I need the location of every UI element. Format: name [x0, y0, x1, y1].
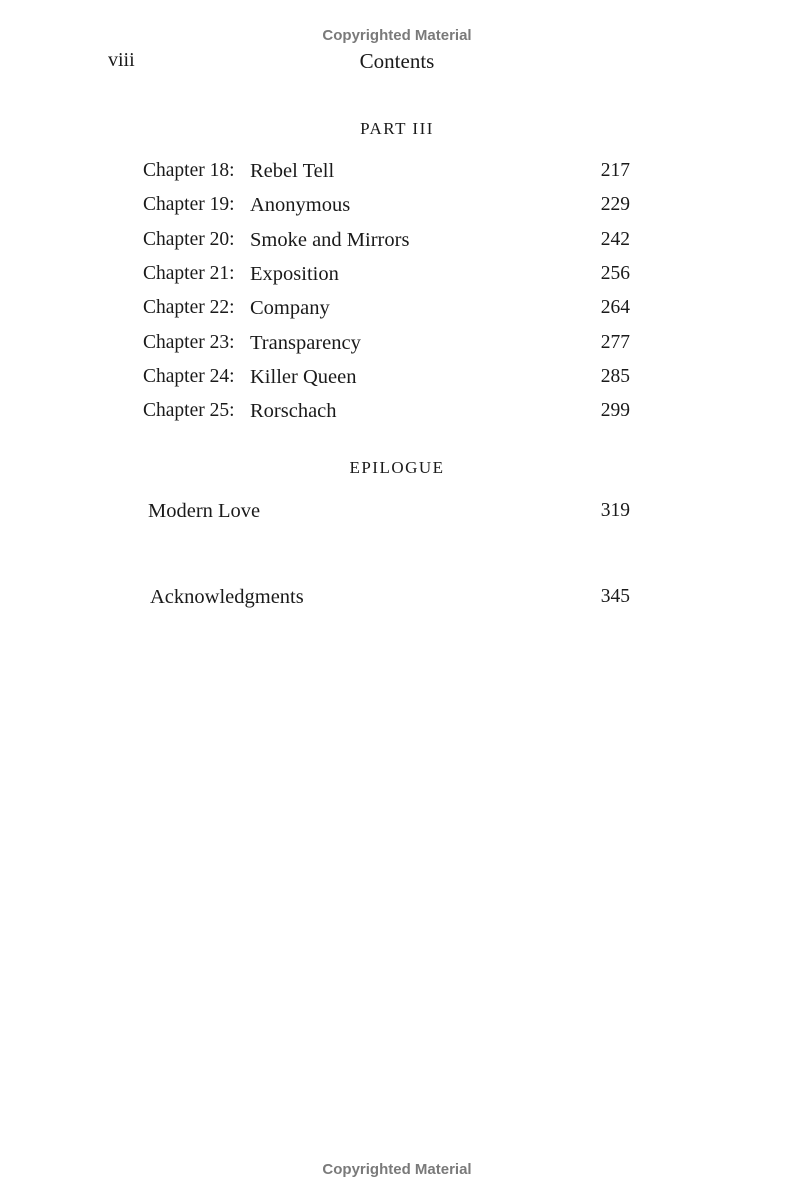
chapter-title: Rorschach	[250, 400, 337, 423]
toc-entry-chapter[interactable]	[143, 229, 630, 253]
chapter-title: Company	[250, 297, 330, 320]
toc-entry-acknowledgments[interactable]	[150, 586, 630, 610]
chapter-label: Chapter 18:	[143, 160, 235, 181]
entry-title: Modern Love	[148, 500, 261, 522]
chapter-title: Rebel Tell	[250, 160, 335, 182]
chapter-label: Chapter 24:	[143, 365, 235, 387]
chapter-page: 299	[600, 400, 630, 422]
toc-entry-chapter[interactable]	[143, 332, 630, 356]
entry-page: 345	[600, 586, 630, 607]
toc-entry-epilogue[interactable]	[148, 500, 630, 524]
chapter-page: 242	[600, 228, 630, 250]
part-heading: PART III	[360, 119, 434, 138]
chapter-title: Exposition	[250, 262, 339, 285]
toc-entry-chapter[interactable]	[143, 263, 630, 287]
chapter-page: 285	[600, 365, 630, 387]
chapter-page: 256	[600, 262, 630, 284]
toc-entry-chapter[interactable]	[143, 297, 630, 321]
copyright-watermark-bottom: Copyrighted Material	[322, 1161, 472, 1178]
page-number: viii	[108, 49, 135, 71]
entry-page: 319	[600, 500, 630, 521]
chapter-label: Chapter 22:	[143, 297, 235, 319]
chapter-page: 217	[600, 160, 630, 181]
chapter-page: 264	[600, 297, 630, 319]
chapter-label: Chapter 19:	[143, 194, 235, 216]
chapter-label: Chapter 20:	[143, 228, 235, 250]
chapter-page: 229	[600, 194, 630, 216]
copyright-watermark-top: Copyrighted Material	[322, 27, 472, 44]
toc-entry-chapter[interactable]	[143, 400, 630, 424]
toc-entry-chapter[interactable]	[143, 160, 630, 184]
chapter-title: Killer Queen	[250, 365, 357, 388]
chapter-label: Chapter 21:	[143, 262, 235, 284]
chapter-label: Chapter 23:	[143, 331, 235, 353]
chapter-page: 277	[600, 331, 630, 353]
chapter-title: Anonymous	[250, 194, 351, 217]
toc-entry-chapter[interactable]	[143, 366, 630, 390]
epilogue-heading: EPILOGUE	[349, 458, 445, 477]
entry-title: Acknowledgments	[150, 586, 304, 608]
chapter-label: Chapter 25:	[143, 400, 235, 422]
chapter-title: Smoke and Mirrors	[250, 228, 410, 251]
chapter-title: Transparency	[250, 331, 361, 354]
toc-entry-chapter[interactable]	[143, 194, 630, 218]
page-title: Contents	[359, 49, 435, 73]
